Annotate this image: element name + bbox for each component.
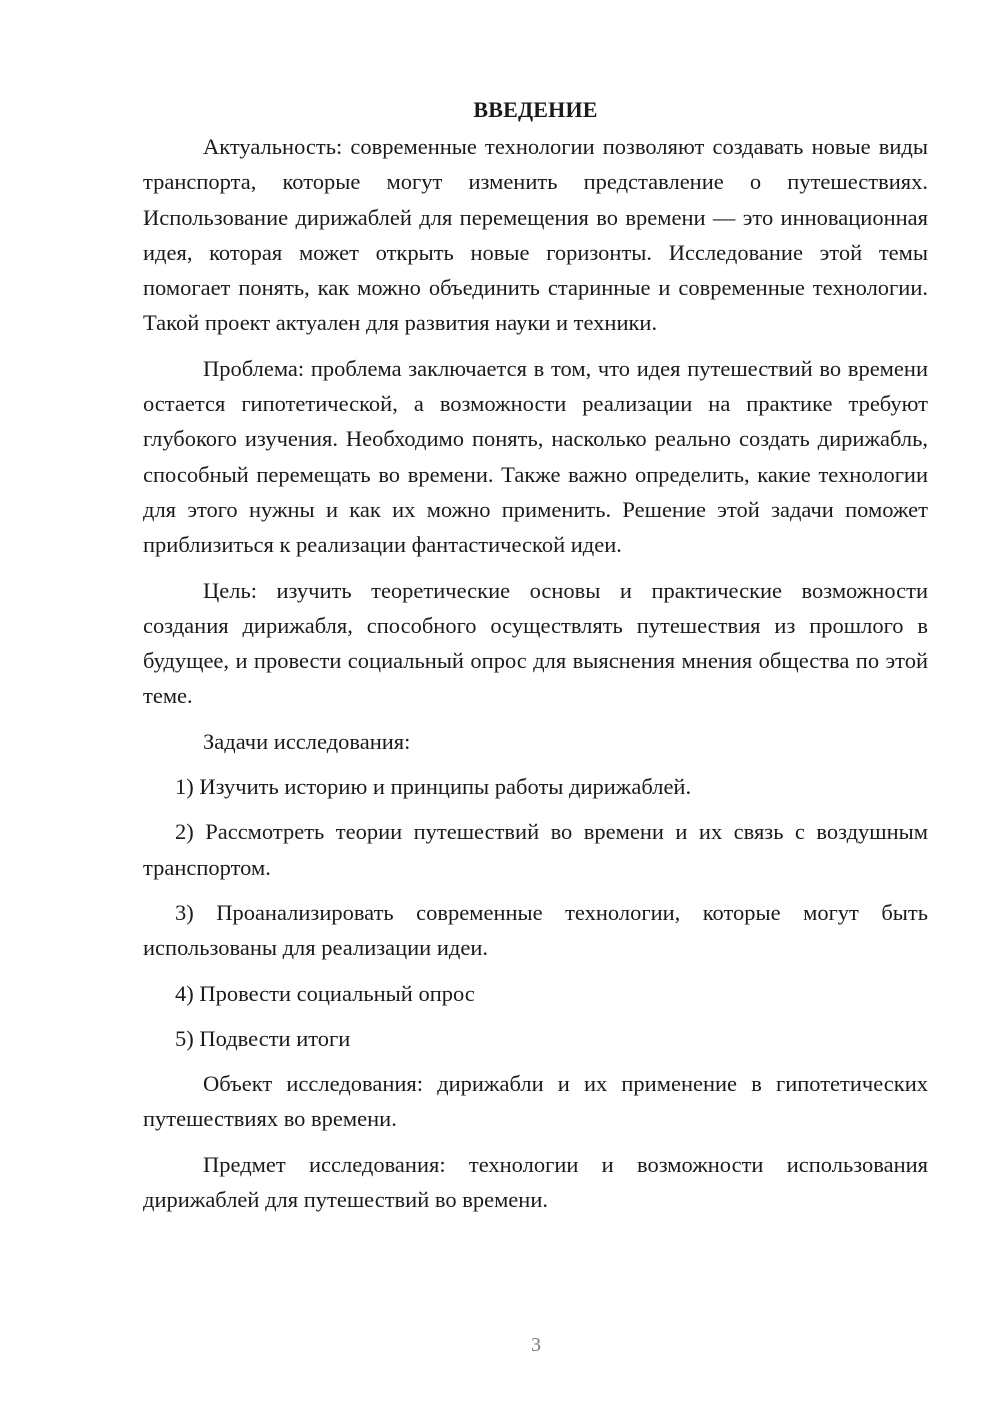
relevance-paragraph: Актуальность: современные технологии позволяют создавать новые виды транспорта, которые могут изменить представление о путешествиях. Использование дирижаблей для перемещения во времени — это инновационная идея, которая может открыть новые горизонты. Исследование этой темы помогает понять, как можно объединить старинные и современные технологии. Такой проект актуален для развития науки и техники.: [143, 134, 928, 336]
task-item-3: 3) Проанализировать современные технологии, которые могут быть использованы для реализации идеи.: [143, 899, 928, 961]
document-page: [143, 92, 928, 1227]
tasks-heading: Задачи исследования:: [203, 728, 411, 754]
task-item-4: 4) Провести социальный опрос: [175, 980, 475, 1006]
problem-paragraph: Проблема: проблема заключается в том, что идея путешествий во времени остается гипотетической, а возможности реализации на практике требуют глубокого изучения. Необходимо понять, насколько реально создать дирижабль, способный перемещать во времени. Также важно определить, какие технологии для этого нужны и как их можно применить. Решение этой задачи поможет приблизиться к реализации фантастической идеи.: [143, 355, 928, 558]
page-number: 3: [531, 1334, 541, 1356]
page-title: ВВЕДЕНИЕ: [473, 97, 598, 122]
goal-paragraph: Цель: изучить теоретические основы и практические возможности создания дирижабля, способного осуществлять путешествия из прошлого в будущее, и провести социальный опрос для выяснения мнения общества по этой теме.: [143, 577, 928, 709]
task-item-1: 1) Изучить историю и принципы работы дирижаблей.: [175, 774, 692, 800]
object-paragraph: Объект исследования: дирижабли и их применение в гипотетических путешествиях во времени.: [143, 1071, 928, 1132]
task-item-5: 5) Подвести итоги: [175, 1025, 351, 1051]
task-item-2: 2) Рассмотреть теории путешествий во времени и их связь с воздушным транспортом.: [143, 819, 928, 880]
subject-paragraph: Предмет исследования: технологии и возможности использования дирижаблей для путешествий во времени.: [143, 1151, 928, 1213]
